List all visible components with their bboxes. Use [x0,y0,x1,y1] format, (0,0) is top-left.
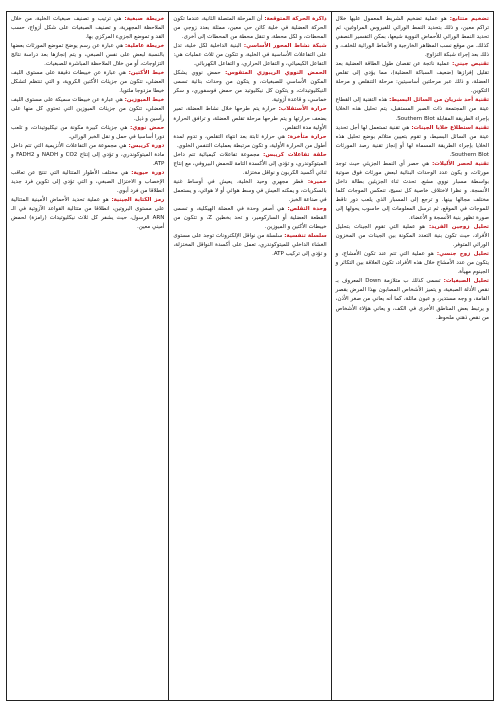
glossary-definition: هي مختلف الأطوار المتتالية التي تنتج عن تعاقب الإخصاب و الاختزال الصبغي، و التي تؤدي إلى تكوين فرد جديد انطلاقا من فرد أبوي. [11,169,165,194]
glossary-term: دورة حيوية: [131,169,165,176]
glossary-term: خيط الأكتين: [128,70,165,77]
glossary-entry [11,42,164,69]
glossary-definition: حمض نووي يشكل المكون الأساسي للصبغيات، و يتكون من وحدات بنائية تسمى النيكليوتيدات، و يتكون كل نيكليوتيد من حمض فوسفوري، و سكر خماسي، و قاعدة آزوتية. [173,70,327,104]
glossary-definition: سلسلة من نواقل الإلكترونات توجد على مستوى الغشاء الداخلي للميتوكوندري، تعمل على أكسدة النواقل المختزلة، و تؤدي إلى تركيب ATP. [173,233,327,258]
glossary-term: سلسلة تنفسية: [284,233,327,240]
glossary-entry [336,96,489,123]
glossary-term: تحليل زوج جنسي: [436,251,489,258]
glossary-definition: هذه التقنية إلى القطاع عينة من المجتمعة ذات الصبر المستقبل، يتم تحليل هذه الخلايا بإجراء الطريقة المقابلة Southern Blot. [335,97,489,122]
glossary-definition: هو عملية التي تتم عند تكون الأمشاج، و يتكون من عدد الأمشاج خلال هذه الأفراد، تكون العلاقة بين التكاثر و الجينوم مهيأة. [335,251,489,276]
glossary-entry [11,142,164,169]
glossary-definition: هي ترتيب و تصنيف صبغيات الخلية، من خلال الملاحظة المجهرية، و تصنيف الصبغيات على شكل أزواج، حسب القد و تموضع الجزيء المركزي بها. [11,16,165,41]
glossary-entry [11,96,164,123]
glossary-term: دورة كريبس: [128,142,165,149]
glossary-entry [173,105,326,132]
glossary-definition: هي مجموعة من التفاعلات الأنزيمية التي تتم داخل مادة الميتوكوندري، و تؤدي إلى إنتاج CO2 و NADH و FADH2 و ATP. [11,142,165,167]
glossary-entry [11,196,164,232]
column-middle [168,12,330,700]
glossary-entry [173,178,326,205]
glossary-term: تقنية أحد شريان من السائل البسيط: [389,97,490,104]
glossary-entry [11,124,164,142]
glossary-entry [336,250,489,277]
glossary-term: تقنية استطلاع خلايا الجينات: [411,124,490,131]
glossary-term: تقنية لحصر الأليلات: [432,160,489,167]
glossary-definition: هو عملية التي تقوم الجينات بتحليل الأفراد، حيث تكون بنية التعدد المكونة بين الجينات من المخزون الوراثي المتوفر. [335,224,489,249]
glossary-term: ذاكرة الحركة المتوقعة: [264,16,327,22]
glossary-definition: هي عبارة عن خييطات سميكة على مستوى الليف العضلي، تتكون من جزيئات الميوزين التي تحتوي كل منها على رأسين و ذيل. [11,97,165,122]
glossary-term: وحدة التقلص: [287,205,327,212]
glossary-term: شبكة نشاط المحور الأساسي: [243,43,327,50]
glossary-definition: هي تقنية تستعمل لها أجل تحديد عينة من السائل البسيط، و تقوم بتعيين متلائم بوضع تحليل هذه الخلايا بإجراء الطريقة المسماة لها أو إنجاز تقنية رصد المورثات Southern Blot. [335,124,489,158]
glossary-term: خريطة صبغية: [124,16,165,22]
glossary-term: حلقة تفاعلات كريبس: [263,151,327,158]
glossary-entry [11,69,164,96]
glossary-term: الحمض النووي الريبوزي المتقوس: [225,70,327,77]
glossary-entry [173,42,326,69]
glossary-term: حرارة الأستقلاب: [278,106,327,113]
glossary-columns [6,11,494,701]
glossary-entry [173,232,326,259]
glossary-term: حمض نووي: [130,124,165,131]
column-right [331,12,493,700]
glossary-definition: هي حصر أي النمط الجزيئي حيث توجد مورثات، و يكون عدد الوحدات البنائية لبعض مورثات فوق صوتية بواسطة مسبار نووي مشع. تحدث ثناء الجزيئين بطالة داخل الأنسجة. و نظرا لاختلاف خاصية كل نسيج، تنعكس الموجات كلما مختلف مجالها بينها. و ترجع إلى المسبار الذي يلعب دور ناقط للموجات في الموقع، ثم ترسل المعلومات إلى حاسوب يحولها إلى صورة تظهر بنية الأنسجة و الأعضاء. [335,160,489,222]
glossary-entry [11,15,164,42]
glossary-term: خريطة عاملية: [124,43,165,50]
glossary-definition: هي جزيئات كبيرة مكونة من نيكليوتيدات، و تلعب دورا أساسيا في حمل و نقل الخبر الوراثي. [11,124,165,140]
glossary-term: تحليل زوجين الفريد: [428,224,489,231]
glossary-definition: تسمى كذلك ب متلازمة Down المعروف بـ نقص الأدلة الصبغية، و يتميز الأشخاص المصابون بهذا المرض بقصر القامة، و وجه مستدير، و عيون مائلة، كما أنه يعاني من صغر الأذن، و يرتبط بعض المناطق الأخرى في الكف، و يعاني هؤلاء الأشخاص من نقص ذهني ملحوظ. [335,278,489,321]
glossary-definition: أن المرحلة المتصلة الثانية، عندما تكون الحركة العضلية في خلية كائن حي معين، ممثلة بعدد زوجي من المحطات، و لكل محطة، و تنقل محطة من المحطات إلى أخرى. [173,16,327,41]
glossary-definition: عملية ناتجة عن تقصان طول الطاقة العضلية بعد تقليل إفرازها (ضعيف السباكة العضلية)، مما يؤدي إلى تقلص العضلة، و ذلك عبر مرحلتين أساسيتين: مرحلة التنقلص و مرحلة التكوين. [335,61,489,95]
glossary-definition: هي عبارة عن خييطات دقيقة على مستوى الليف العضلي، تتكون من جزيئات الأكتين الكروية، و التي تنتظم لتشكل خيطا مزدوجا ملتويا. [11,70,165,95]
glossary-definition: البنية الداخلية لكل خلية، تدل على التفاعلات الأساسية في الخلية، و تتكون من ثلاث عمليات هي: التفاعل الكيميائي، و التفاعل الحراري، و التفاعل الكهربائي. [173,43,327,68]
glossary-definition: فطر مجهري وحيد الخلية، يعيش في أوساط غنية بالسكريات، و يمكنه العيش في وسط هوائي أو لا هوائي، و يستعمل في صناعة الخبز. [173,178,327,203]
column-left [7,12,168,700]
glossary-entry [336,223,489,250]
glossary-entry [173,151,326,178]
glossary-definition: هو عملية تحديد الأحماض الأمينية المتتالية على مستوى البروتين، انطلاقا من متتالية القواعد الآزوتية في الـ ARN الرسول، حيث يشفر كل ثلاث نيكليوتيدات (رامزة) لحمض أميني معين. [11,196,165,231]
glossary-entry [173,133,326,151]
glossary-entry [336,277,489,322]
glossary-entry [173,205,326,232]
glossary-entry [336,60,489,96]
glossary-term: حرارة متأخرة: [287,133,327,140]
glossary-term: تحليل الصبغيات: [443,278,489,285]
glossary-entry [11,169,164,196]
glossary-term: تضخيم متتابع: [449,16,489,22]
glossary-entry [336,160,489,223]
glossary-definition: مجموعة تفاعلات كيميائية تتم داخل الميتوكوندري، و تؤدي إلى الأكسدة التامة للحمض البيروفي، مع إنتاج ثنائي أكسيد الكربون و نواقل مختزلة. [173,151,327,176]
glossary-term: خيط الميوزين: [124,97,165,104]
glossary-entry [173,69,326,105]
glossary-entry [336,15,489,60]
glossary-entry [336,124,489,160]
glossary-definition: هي حرارة ثابتة بعد انتهاء التقلص، و تدوم لمدة أطول من الحرارة الأولية، و تكون مرتبطة بعمليات التنفس الخلوي. [173,133,327,149]
glossary-term: تقنيص جيني: [452,61,489,68]
glossary-term: رمز الكتابة الجينية: [111,196,165,203]
glossary-definition: حرارة يتم طرحها خلال نشاط العضلة، تمير بضعف حرارتها و يتم طرحها مرحلة تقلص العضلة، و ترافق الحرارة الأولية مدة التقلص. [173,106,327,131]
glossary-definition: هو عملية تضخيم الشريط المعمول عليها خلال تراكم معين، و ذلك بتحديد النمط الوراثي للفيروس المراوغين، ثم تحديد النمط الوراثي للأحماض النووية شيعها، بمكن التفسير النصفي كذلك. من موقع نسب المظاهر الخارجية و الأنماط الوراثية للخلف، و ذلك بعد إجراء شبكة التزاوج. [335,16,489,59]
glossary-entry [173,15,326,42]
glossary-definition: هي عبارة عن رسم يوضح تموضع المورثات بعضها بالنسبة لبعض على نفس الصبغي، و يتم إنجازها بعد دراسة نتائج التزاوجات، أو من خلال الملاحظة المباشرة للصبغيات. [11,43,165,68]
glossary-definition: هي أصغر وحدة في العضلة الهيكلية، و تسمى القطعة العضلية أو الساركومير، و تحد بخطين Z، و تتكون من خييطات الأكتين و الميوزين. [173,205,327,231]
glossary-term: خميرة: [307,178,327,185]
